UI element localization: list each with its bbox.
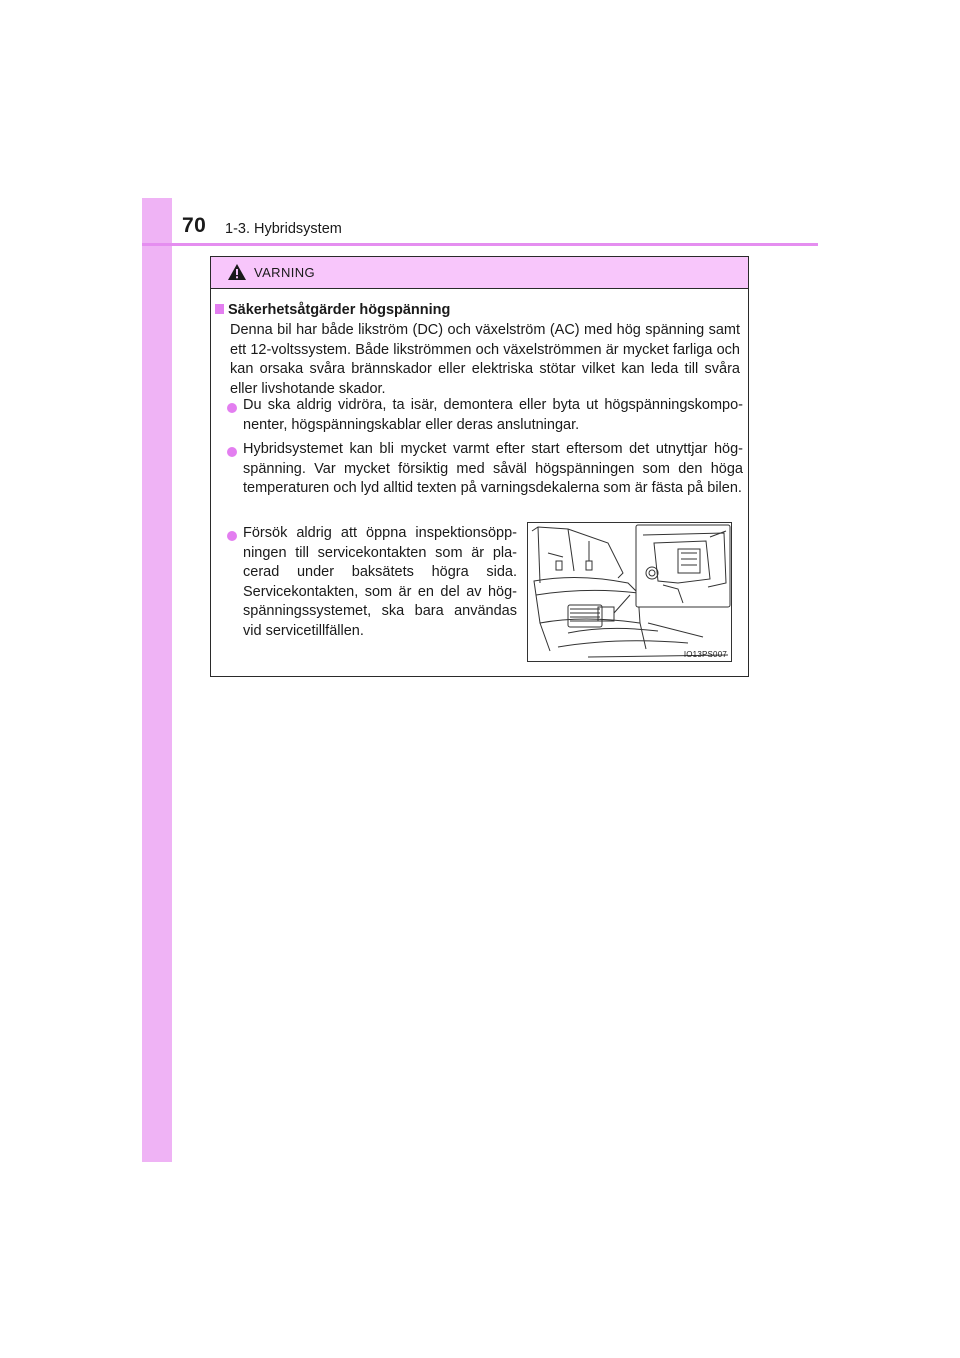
bullet-item: Hybridsystemet kan bli mycket varmt efter start eftersom det utnyttjar hög-spänning. Var mycket försiktig med såväl högspänningen som den höga temperaturen och lyd alltid texten på varningsdekalerna som är fästa på bilen.: [243, 441, 743, 496]
service-plug-illustration: [527, 522, 732, 662]
page-number: 70: [182, 214, 207, 237]
bullet-dot-icon: [227, 447, 237, 457]
bullet-dot-icon: [227, 403, 237, 413]
bullet-item: Försök aldrig att öppna inspektionsöpp-ningen till servicekontakten som är pla-cerad under baksätets högra sida. Servicekontakten, som är en del av hög-spänningssystemet, ska bara användas vid servicetillfällen.: [243, 525, 517, 639]
warning-header: [211, 257, 748, 289]
side-tab: [142, 198, 172, 1162]
bullet-item: Du ska aldrig vidröra, ta isär, demontera eller byta ut högspänningskompo-nenter, högspänningskablar eller deras anslutningar.: [243, 397, 743, 433]
section-title: 1-3. Hybridsystem: [225, 221, 342, 237]
warning-content: [211, 289, 748, 676]
warning-intro: Denna bil har både likström (DC) och växelström (AC) med hög spänning samt ett 12-voltssystem. Både likströmmen och växelströmmen är mycket farliga och kan orsaka svåra brännskador eller elektriska stötar vilket kan leda till svåra eller livshotande skador.: [230, 322, 740, 397]
header-rule: [142, 243, 818, 246]
warning-label: VARNING: [254, 265, 316, 280]
warning-box: [210, 256, 749, 677]
warning-heading-text: Säkerhetsåtgärder högspänning: [228, 302, 451, 318]
rear-seat-drawing: [528, 523, 731, 661]
warning-heading: [215, 302, 450, 318]
warning-triangle-icon: [227, 263, 247, 281]
square-bullet-icon: [215, 304, 224, 314]
bullet-dot-icon: [227, 531, 237, 541]
figure-code: IO13PS007: [683, 650, 727, 659]
